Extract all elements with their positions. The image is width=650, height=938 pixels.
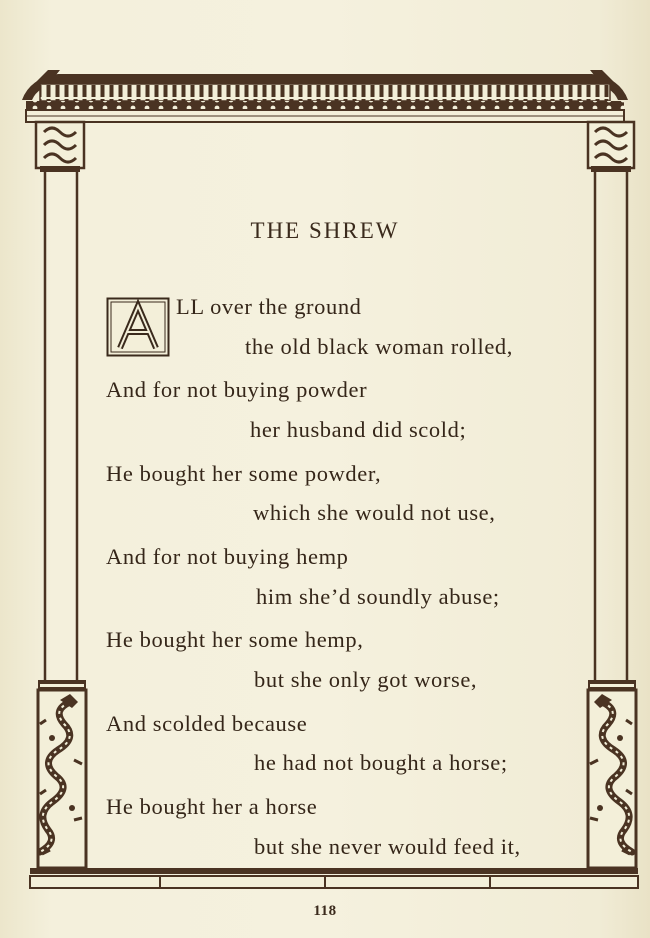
poem-line: He bought her some powder, [106, 461, 382, 486]
frame-base [30, 868, 638, 888]
right-capital [588, 122, 634, 172]
left-capital [36, 122, 84, 172]
poem-line: but she never would feed it, [254, 834, 521, 859]
poem-line: he had not bought a horse; [254, 750, 508, 775]
poem-line: but she only got worse, [254, 667, 478, 692]
poem-line: him she’d soundly abuse; [256, 584, 500, 609]
poem-title: THE SHREW [250, 218, 400, 243]
poem-line: And scolded because [106, 711, 308, 736]
poem-line: the old black woman rolled, [245, 334, 514, 359]
poem-line: her husband did scold; [250, 417, 467, 442]
poem-line: LL over the ground [176, 294, 362, 319]
poem-line: which she would not use, [253, 500, 496, 525]
page-number: 118 [313, 903, 337, 919]
poem-line: And for not buying powder [106, 377, 368, 402]
pagoda-roof-icon [22, 70, 628, 122]
poem-line: He bought her a horse [106, 794, 318, 819]
poem-line: He bought her some hemp, [106, 627, 364, 652]
dropcap-a [106, 297, 170, 357]
poem-line: And for not buying hemp [106, 544, 349, 569]
right-pillar [588, 172, 636, 868]
